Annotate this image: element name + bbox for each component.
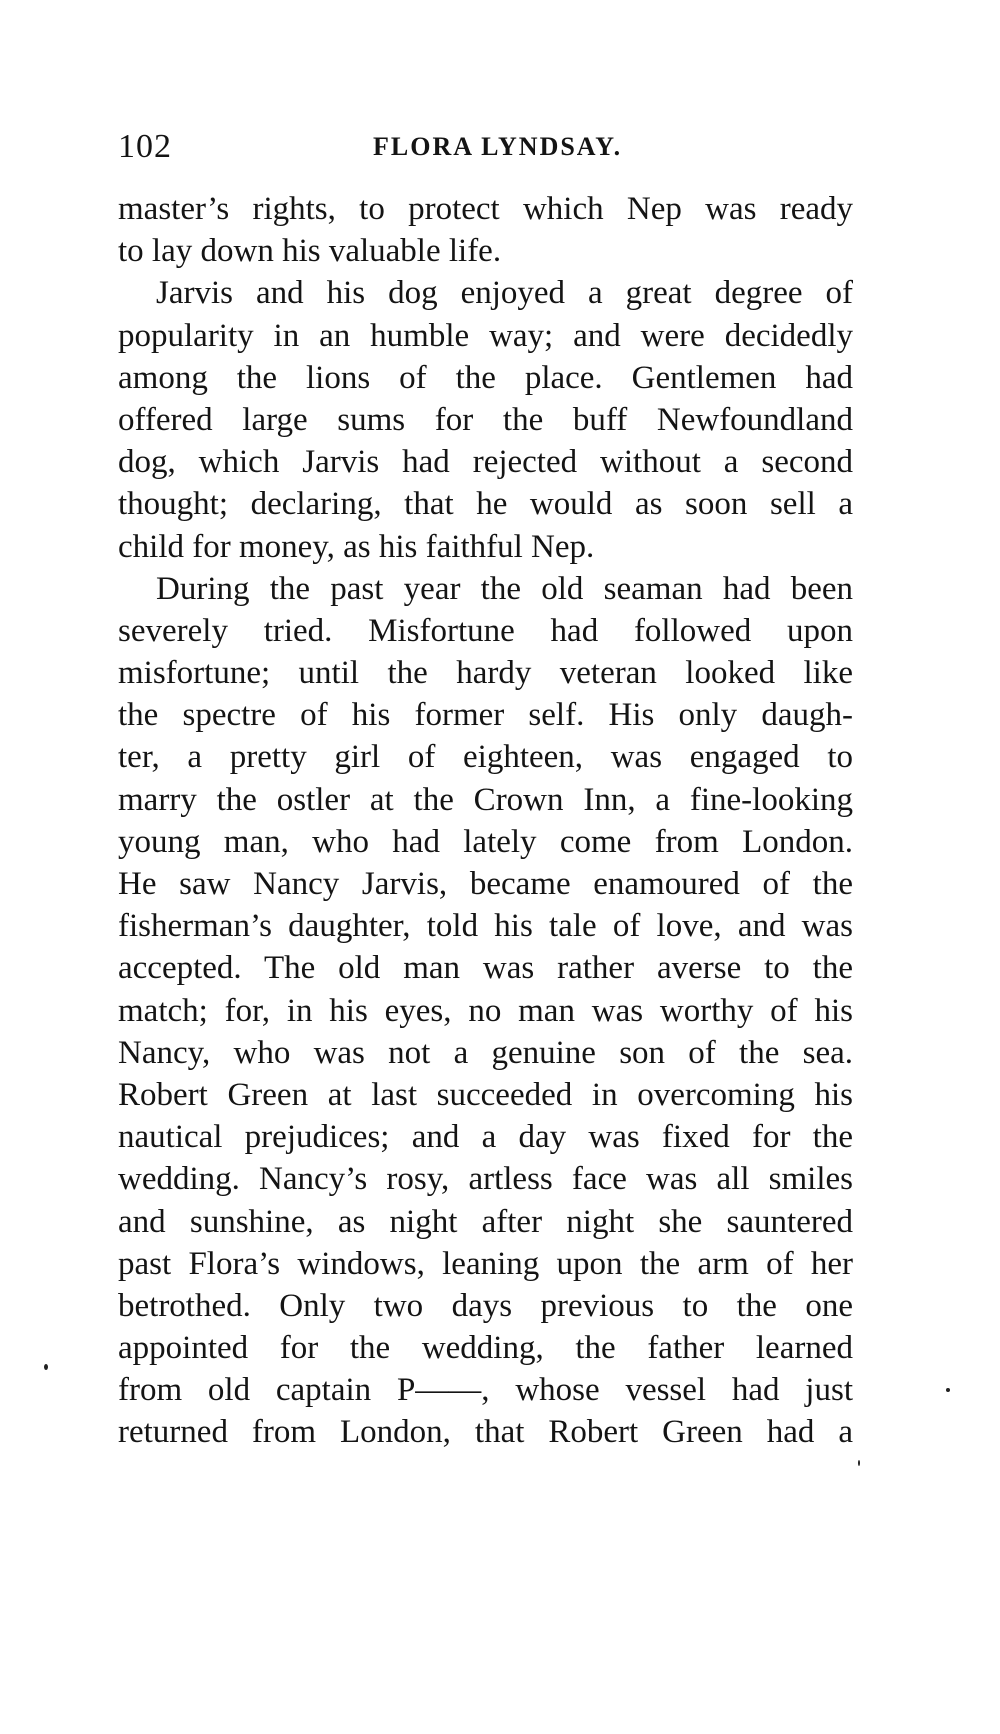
text-line: thought; declaring, that he would as soon sell a — [118, 486, 853, 523]
page-number: 102 — [118, 128, 172, 165]
text-line: appointed for the wedding, the father learned — [118, 1330, 853, 1367]
text-line: fisherman’s daughter, told his tale of love, and was — [118, 908, 853, 945]
text-line: betrothed. Only two days previous to the one — [118, 1287, 853, 1324]
text-line: from old captain P——, whose vessel had just — [118, 1372, 853, 1409]
running-title: FLORA LYNDSAY. — [373, 132, 623, 161]
text-line: young man, who had lately come from London. — [118, 823, 853, 860]
scan-speck — [858, 1460, 860, 1466]
text-line: accepted. The old man was rather averse to the — [118, 950, 853, 987]
text-line: and sunshine, as night after night she sauntered — [118, 1203, 853, 1240]
text-line: He saw Nancy Jarvis, became enamoured of the — [118, 866, 853, 902]
text-line: child for money, as his faithful Nep. — [118, 528, 595, 565]
scan-speck — [946, 1388, 950, 1392]
text-line: Nancy, who was not a genuine son of the sea. — [118, 1034, 853, 1071]
text-line: offered large sums for the buff Newfoundland — [118, 401, 853, 438]
text-line: During the past year the old seaman had been — [156, 570, 853, 607]
text-line: dog, which Jarvis had rejected without a second — [118, 444, 853, 481]
text-line: the spectre of his former self. His only daugh- — [118, 697, 853, 734]
text-line: ter, a pretty girl of eighteen, was engaged to — [118, 739, 853, 776]
text-line: nautical prejudices; and a day was fixed for the — [118, 1119, 853, 1156]
text-line: severely tried. Misfortune had followed upon — [118, 612, 853, 649]
text-line: master’s rights, to protect which Nep was ready — [118, 191, 853, 227]
text-line: Robert Green at last succeeded in overcoming his — [118, 1076, 853, 1113]
text-line: marry the ostler at the Crown Inn, a fine-looking — [118, 781, 853, 818]
text-line: popularity in an humble way; and were decidedly — [118, 317, 853, 354]
text-line: past Flora’s windows, leaning upon the arm of her — [118, 1245, 853, 1282]
text-line: returned from London, that Robert Green had a — [118, 1414, 853, 1451]
text-line: Jarvis and his dog enjoyed a great degree of — [156, 275, 853, 312]
scan-speck — [44, 1364, 48, 1370]
text-line: misfortune; until the hardy veteran looked like — [118, 655, 853, 692]
text-line: match; for, in his eyes, no man was worthy of his — [118, 992, 853, 1029]
running-head — [118, 128, 853, 168]
text-line: to lay down his valuable life. — [118, 233, 502, 270]
text-line: among the lions of the place. Gentlemen had — [118, 359, 853, 396]
text-line: wedding. Nancy’s rosy, artless face was all smiles — [118, 1161, 853, 1198]
body-text — [118, 188, 853, 1454]
